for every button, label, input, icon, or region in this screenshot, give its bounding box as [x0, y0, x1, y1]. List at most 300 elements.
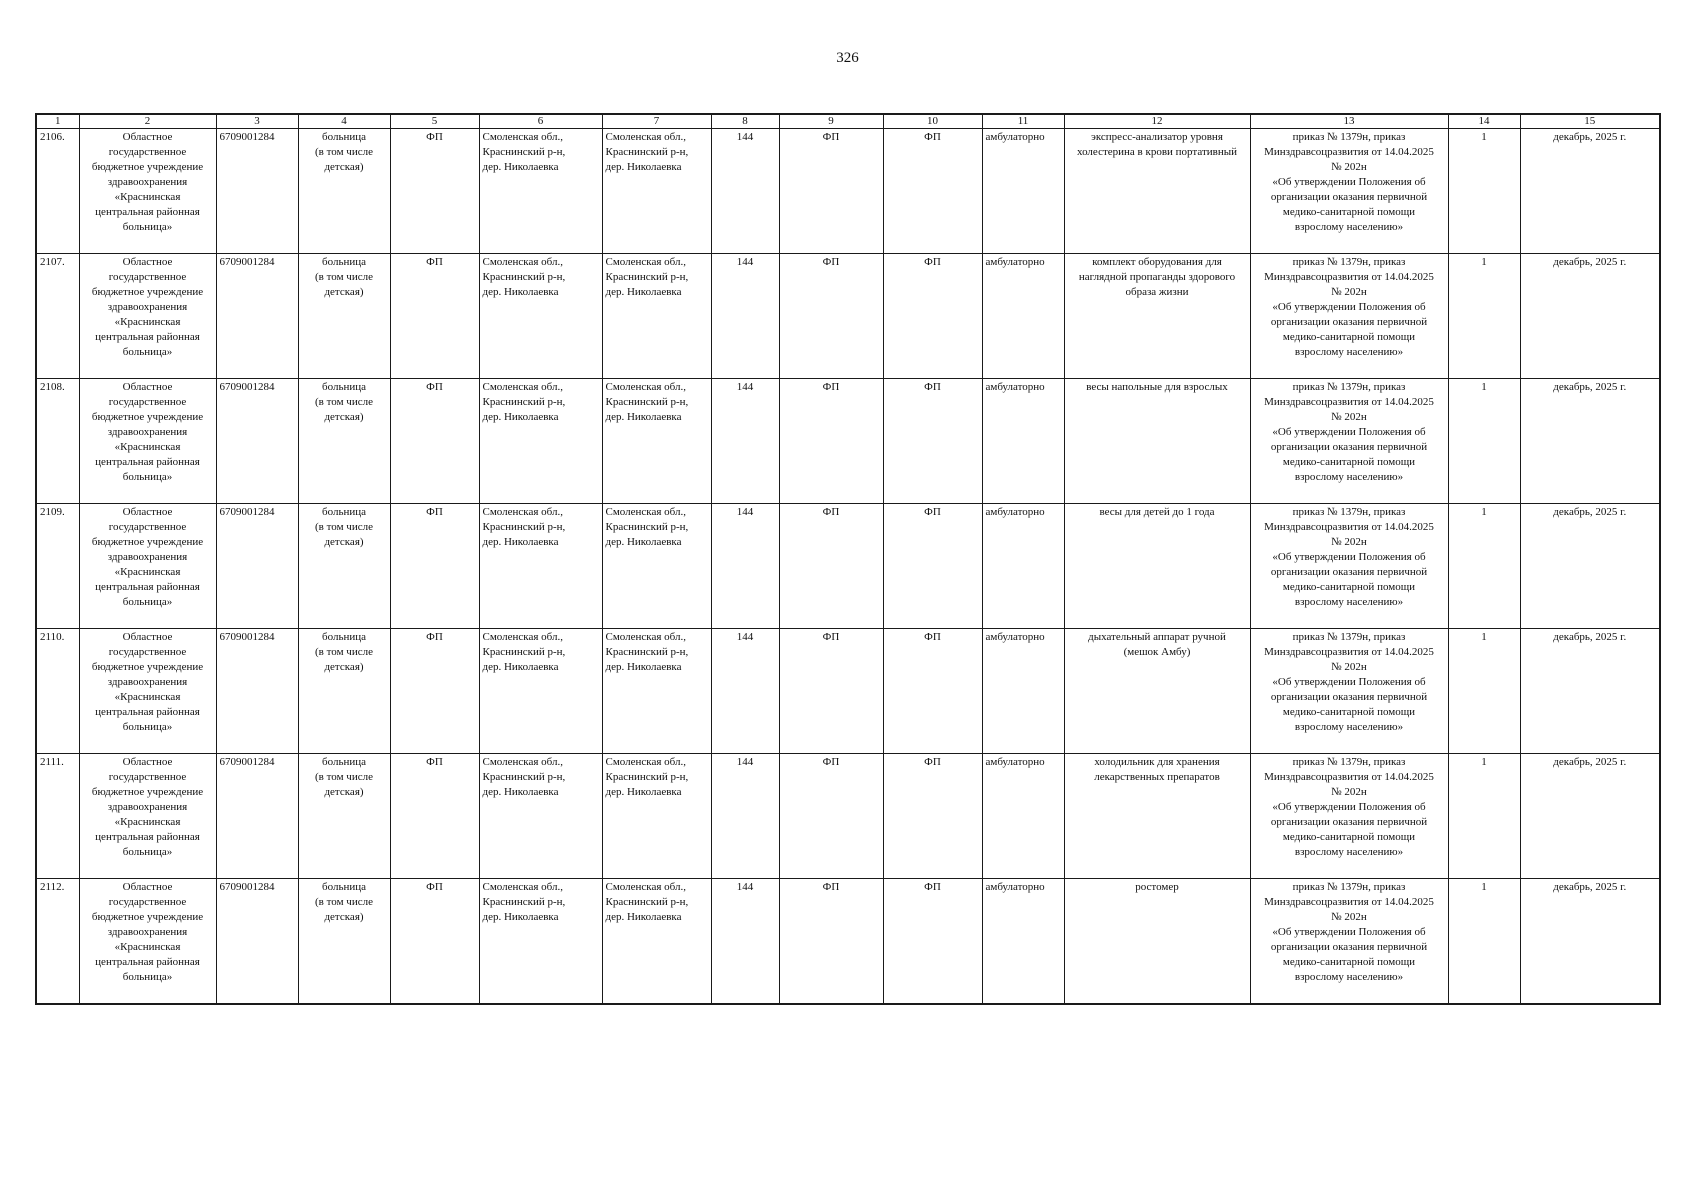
address-cell-line: дер. Николаевка: [482, 536, 559, 548]
regulation-cell: [1250, 754, 1448, 879]
regulation-cell-line: организации оказания первичной: [1270, 566, 1428, 578]
equipment-name-line: дыхательный аппарат ручной: [1088, 631, 1226, 643]
organization-name-line: государственное: [108, 271, 187, 283]
subdivision-cell: ФП: [779, 129, 883, 254]
regulation-cell-line: «Об утверждении Положения об: [1272, 801, 1426, 813]
quantity-cell: 1: [1448, 129, 1520, 254]
facility-type-line: (в том числе: [315, 146, 373, 158]
facility-type-line: больница: [322, 756, 366, 768]
regulation-cell-line: «Об утверждении Положения об: [1272, 926, 1426, 938]
address-cell-line: Краснинский р-н,: [482, 146, 566, 158]
quantity-cell: 1: [1448, 504, 1520, 629]
address-cell-line: дер. Николаевка: [482, 786, 559, 798]
location-cell-line: Смоленская обл.,: [605, 131, 686, 143]
inn-cell: 6709001284: [216, 629, 298, 754]
delivery-date: декабрь, 2025 г.: [1520, 129, 1660, 254]
regulation-cell-line: Минздравсоцразвития от 14.04.2025: [1264, 521, 1434, 533]
column-header-10: 10: [883, 114, 982, 129]
structure-cell: ФП: [883, 379, 982, 504]
column-header-15: 15: [1520, 114, 1660, 129]
unit-cell: ФП: [390, 879, 479, 1004]
location-cell-line: Краснинский р-н,: [605, 271, 689, 283]
facility-type-line: больница: [322, 506, 366, 518]
address-cell: [479, 379, 602, 504]
organization-name-line: «Краснинская: [114, 941, 181, 953]
table-row: [36, 629, 1660, 754]
column-header-7: 7: [602, 114, 711, 129]
address-cell-line: дер. Николаевка: [482, 411, 559, 423]
facility-type-line: детская): [324, 661, 364, 673]
facility-type-line: детская): [324, 911, 364, 923]
table-body: [36, 129, 1660, 1004]
facility-type: [298, 504, 390, 629]
delivery-date: декабрь, 2025 г.: [1520, 504, 1660, 629]
table-row: [36, 254, 1660, 379]
organization-name-line: здравоохранения: [107, 551, 188, 563]
location-cell-line: Краснинский р-н,: [605, 646, 689, 658]
code-cell: 144: [711, 254, 779, 379]
facility-type-line: детская): [324, 411, 364, 423]
address-cell-line: дер. Николаевка: [482, 161, 559, 173]
regulation-cell: [1250, 129, 1448, 254]
organization-name-line: больница»: [122, 846, 173, 858]
organization-name-line: бюджетное учреждение: [91, 911, 204, 923]
equipment-name-line: экспресс-анализатор уровня: [1091, 131, 1223, 143]
unit-cell: ФП: [390, 629, 479, 754]
structure-cell: ФП: [883, 754, 982, 879]
inn-cell: 6709001284: [216, 254, 298, 379]
organization-name: [79, 879, 216, 1004]
equipment-name: [1064, 629, 1250, 754]
equipment-name-line: холодильник для хранения: [1094, 756, 1220, 768]
organization-name-line: здравоохранения: [107, 801, 188, 813]
regulation-cell-line: № 202н: [1331, 661, 1367, 673]
organization-name: [79, 629, 216, 754]
regulation-cell-line: № 202н: [1331, 411, 1367, 423]
organization-name-line: Областное: [122, 756, 173, 768]
facility-type-line: больница: [322, 881, 366, 893]
organization-name-line: «Краснинская: [114, 816, 181, 828]
regulation-cell-line: организации оказания первичной: [1270, 691, 1428, 703]
column-header-12: 12: [1064, 114, 1250, 129]
regulation-cell-line: № 202н: [1331, 161, 1367, 173]
regulation-cell-line: № 202н: [1331, 286, 1367, 298]
regulation-cell-line: взрослому населению»: [1294, 221, 1404, 233]
organization-name-line: бюджетное учреждение: [91, 411, 204, 423]
equipment-name: [1064, 879, 1250, 1004]
organization-name-line: больница»: [122, 221, 173, 233]
regulation-cell-line: приказ № 1379н, приказ: [1292, 756, 1406, 768]
equipment-name: [1064, 754, 1250, 879]
equipment-table: [35, 113, 1661, 1005]
location-cell-line: Смоленская обл.,: [605, 506, 686, 518]
location-cell-line: Смоленская обл.,: [605, 756, 686, 768]
organization-name-line: государственное: [108, 146, 187, 158]
organization-name-line: больница»: [122, 971, 173, 983]
organization-name-line: больница»: [122, 721, 173, 733]
regulation-cell-line: организации оказания первичной: [1270, 941, 1428, 953]
organization-name-line: бюджетное учреждение: [91, 786, 204, 798]
location-cell-line: Краснинский р-н,: [605, 771, 689, 783]
regulation-cell-line: взрослому населению»: [1294, 471, 1404, 483]
subdivision-cell: ФП: [779, 504, 883, 629]
facility-type-line: (в том числе: [315, 896, 373, 908]
address-cell-line: дер. Николаевка: [482, 286, 559, 298]
address-cell-line: Краснинский р-н,: [482, 396, 566, 408]
organization-name-line: «Краснинская: [114, 316, 181, 328]
unit-cell: ФП: [390, 504, 479, 629]
column-header-9: 9: [779, 114, 883, 129]
location-cell-line: дер. Николаевка: [605, 411, 682, 423]
location-cell: [602, 504, 711, 629]
quantity-cell: 1: [1448, 754, 1520, 879]
address-cell-line: Краснинский р-н,: [482, 771, 566, 783]
organization-name-line: центральная районная: [95, 956, 200, 968]
facility-type-line: детская): [324, 286, 364, 298]
equipment-name-line: весы для детей до 1 года: [1099, 506, 1215, 518]
regulation-cell-line: медико-санитарной помощи: [1282, 581, 1416, 593]
regulation-cell-line: организации оказания первичной: [1270, 816, 1428, 828]
equipment-name-line: наглядной пропаганды здорового: [1078, 271, 1236, 283]
address-cell: [479, 629, 602, 754]
organization-name-line: бюджетное учреждение: [91, 161, 204, 173]
location-cell-line: Краснинский р-н,: [605, 896, 689, 908]
code-cell: 144: [711, 129, 779, 254]
facility-type-line: больница: [322, 381, 366, 393]
regulation-cell-line: медико-санитарной помощи: [1282, 456, 1416, 468]
organization-name-line: центральная районная: [95, 581, 200, 593]
address-cell-line: Смоленская обл.,: [482, 881, 563, 893]
regulation-cell-line: Минздравсоцразвития от 14.04.2025: [1264, 146, 1434, 158]
regulation-cell-line: медико-санитарной помощи: [1282, 956, 1416, 968]
equipment-name-line: комплект оборудования для: [1092, 256, 1222, 268]
address-cell-line: Смоленская обл.,: [482, 506, 563, 518]
organization-name-line: Областное: [122, 256, 173, 268]
care-mode-cell: амбулаторно: [982, 504, 1064, 629]
regulation-cell-line: Минздравсоцразвития от 14.04.2025: [1264, 771, 1434, 783]
address-cell: [479, 879, 602, 1004]
address-cell-line: Смоленская обл.,: [482, 756, 563, 768]
facility-type-line: (в том числе: [315, 771, 373, 783]
organization-name-line: бюджетное учреждение: [91, 536, 204, 548]
regulation-cell-line: Минздравсоцразвития от 14.04.2025: [1264, 646, 1434, 658]
organization-name: [79, 129, 216, 254]
address-cell-line: Краснинский р-н,: [482, 521, 566, 533]
unit-cell: ФП: [390, 129, 479, 254]
organization-name-line: Областное: [122, 381, 173, 393]
organization-name-line: центральная районная: [95, 331, 200, 343]
regulation-cell-line: взрослому населению»: [1294, 346, 1404, 358]
regulation-cell-line: приказ № 1379н, приказ: [1292, 256, 1406, 268]
address-cell-line: дер. Николаевка: [482, 911, 559, 923]
organization-name-line: центральная районная: [95, 706, 200, 718]
subdivision-cell: ФП: [779, 629, 883, 754]
structure-cell: ФП: [883, 254, 982, 379]
equipment-name-line: весы напольные для взрослых: [1086, 381, 1228, 393]
organization-name-line: государственное: [108, 771, 187, 783]
location-cell-line: Краснинский р-н,: [605, 521, 689, 533]
quantity-cell: 1: [1448, 629, 1520, 754]
code-cell: 144: [711, 504, 779, 629]
address-cell-line: Смоленская обл.,: [482, 131, 563, 143]
delivery-date: декабрь, 2025 г.: [1520, 879, 1660, 1004]
address-cell-line: Смоленская обл.,: [482, 631, 563, 643]
care-mode-cell: амбулаторно: [982, 129, 1064, 254]
facility-type-line: (в том числе: [315, 271, 373, 283]
regulation-cell-line: организации оказания первичной: [1270, 191, 1428, 203]
regulation-cell-line: взрослому населению»: [1294, 721, 1404, 733]
regulation-cell-line: медико-санитарной помощи: [1282, 706, 1416, 718]
subdivision-cell: ФП: [779, 754, 883, 879]
facility-type: [298, 379, 390, 504]
page-number: 326: [836, 50, 859, 66]
address-cell-line: Краснинский р-н,: [482, 646, 566, 658]
regulation-cell-line: приказ № 1379н, приказ: [1292, 631, 1406, 643]
care-mode-cell: амбулаторно: [982, 879, 1064, 1004]
organization-name-line: «Краснинская: [114, 191, 181, 203]
location-cell: [602, 379, 711, 504]
regulation-cell-line: приказ № 1379н, приказ: [1292, 506, 1406, 518]
equipment-name: [1064, 129, 1250, 254]
inn-cell: 6709001284: [216, 754, 298, 879]
address-cell-line: Смоленская обл.,: [482, 256, 563, 268]
care-mode-cell: амбулаторно: [982, 629, 1064, 754]
organization-name-line: «Краснинская: [114, 691, 181, 703]
address-cell-line: дер. Николаевка: [482, 661, 559, 673]
regulation-cell: [1250, 254, 1448, 379]
facility-type-line: (в том числе: [315, 521, 373, 533]
organization-name-line: Областное: [122, 131, 173, 143]
column-header-4: 4: [298, 114, 390, 129]
regulation-cell-line: «Об утверждении Положения об: [1272, 426, 1426, 438]
facility-type: [298, 129, 390, 254]
table-row: [36, 379, 1660, 504]
inn-cell: 6709001284: [216, 879, 298, 1004]
inn-cell: 6709001284: [216, 504, 298, 629]
equipment-name: [1064, 254, 1250, 379]
quantity-cell: 1: [1448, 379, 1520, 504]
subdivision-cell: ФП: [779, 879, 883, 1004]
regulation-cell-line: взрослому населению»: [1294, 846, 1404, 858]
regulation-cell: [1250, 379, 1448, 504]
location-cell: [602, 129, 711, 254]
table-row: [36, 129, 1660, 254]
organization-name-line: бюджетное учреждение: [91, 286, 204, 298]
column-header-3: 3: [216, 114, 298, 129]
column-header-8: 8: [711, 114, 779, 129]
row-number: 2107.: [36, 254, 79, 379]
equipment-name-line: лекарственных препаратов: [1094, 771, 1220, 783]
delivery-date: декабрь, 2025 г.: [1520, 754, 1660, 879]
organization-name-line: здравоохранения: [107, 676, 188, 688]
regulation-cell-line: Минздравсоцразвития от 14.04.2025: [1264, 271, 1434, 283]
structure-cell: ФП: [883, 629, 982, 754]
facility-type: [298, 879, 390, 1004]
location-cell: [602, 879, 711, 1004]
location-cell-line: дер. Николаевка: [605, 661, 682, 673]
address-cell-line: Смоленская обл.,: [482, 381, 563, 393]
row-number: 2110.: [36, 629, 79, 754]
equipment-name: [1064, 504, 1250, 629]
row-number: 2111.: [36, 754, 79, 879]
facility-type-line: больница: [322, 131, 366, 143]
location-cell: [602, 254, 711, 379]
facility-type: [298, 754, 390, 879]
regulation-cell-line: Минздравсоцразвития от 14.04.2025: [1264, 896, 1434, 908]
regulation-cell: [1250, 879, 1448, 1004]
facility-type-line: детская): [324, 786, 364, 798]
organization-name-line: здравоохранения: [107, 176, 188, 188]
quantity-cell: 1: [1448, 879, 1520, 1004]
regulation-cell-line: приказ № 1379н, приказ: [1292, 381, 1406, 393]
organization-name-line: здравоохранения: [107, 426, 188, 438]
location-cell: [602, 754, 711, 879]
facility-type-line: больница: [322, 256, 366, 268]
organization-name-line: больница»: [122, 471, 173, 483]
organization-name-line: «Краснинская: [114, 566, 181, 578]
facility-type-line: (в том числе: [315, 646, 373, 658]
unit-cell: ФП: [390, 254, 479, 379]
facility-type-line: детская): [324, 161, 364, 173]
inn-cell: 6709001284: [216, 379, 298, 504]
organization-name-line: государственное: [108, 521, 187, 533]
row-number: 2108.: [36, 379, 79, 504]
column-header-6: 6: [479, 114, 602, 129]
code-cell: 144: [711, 629, 779, 754]
organization-name: [79, 379, 216, 504]
address-cell: [479, 254, 602, 379]
table-row: [36, 754, 1660, 879]
delivery-date: декабрь, 2025 г.: [1520, 379, 1660, 504]
column-header-2: 2: [79, 114, 216, 129]
organization-name: [79, 754, 216, 879]
regulation-cell-line: «Об утверждении Положения об: [1272, 551, 1426, 563]
location-cell-line: Смоленская обл.,: [605, 631, 686, 643]
inn-cell: 6709001284: [216, 129, 298, 254]
regulation-cell: [1250, 629, 1448, 754]
location-cell-line: Смоленская обл.,: [605, 881, 686, 893]
equipment-name-line: ростомер: [1135, 881, 1179, 893]
delivery-date: декабрь, 2025 г.: [1520, 629, 1660, 754]
organization-name-line: центральная районная: [95, 456, 200, 468]
regulation-cell-line: приказ № 1379н, приказ: [1292, 131, 1406, 143]
address-cell: [479, 129, 602, 254]
organization-name-line: Областное: [122, 506, 173, 518]
organization-name-line: здравоохранения: [107, 926, 188, 938]
regulation-cell-line: организации оказания первичной: [1270, 316, 1428, 328]
row-number: 2109.: [36, 504, 79, 629]
equipment-name-line: (мешок Амбу): [1123, 646, 1191, 658]
unit-cell: ФП: [390, 754, 479, 879]
location-cell: [602, 629, 711, 754]
subdivision-cell: ФП: [779, 379, 883, 504]
location-cell-line: дер. Николаевка: [605, 786, 682, 798]
table-row: [36, 504, 1660, 629]
organization-name-line: Областное: [122, 631, 173, 643]
location-cell-line: Смоленская обл.,: [605, 256, 686, 268]
organization-name-line: здравоохранения: [107, 301, 188, 313]
organization-name-line: бюджетное учреждение: [91, 661, 204, 673]
location-cell-line: дер. Николаевка: [605, 286, 682, 298]
organization-name-line: центральная районная: [95, 206, 200, 218]
unit-cell: ФП: [390, 379, 479, 504]
organization-name-line: государственное: [108, 396, 187, 408]
regulation-cell-line: № 202н: [1331, 911, 1367, 923]
equipment-name: [1064, 379, 1250, 504]
address-cell: [479, 754, 602, 879]
regulation-cell-line: «Об утверждении Положения об: [1272, 301, 1426, 313]
organization-name-line: «Краснинская: [114, 441, 181, 453]
organization-name-line: больница»: [122, 596, 173, 608]
structure-cell: ФП: [883, 879, 982, 1004]
facility-type-line: больница: [322, 631, 366, 643]
organization-name-line: центральная районная: [95, 831, 200, 843]
equipment-name-line: образа жизни: [1125, 286, 1189, 298]
address-cell-line: Краснинский р-н,: [482, 271, 566, 283]
organization-name: [79, 254, 216, 379]
regulation-cell-line: взрослому населению»: [1294, 596, 1404, 608]
column-header-14: 14: [1448, 114, 1520, 129]
regulation-cell-line: Минздравсоцразвития от 14.04.2025: [1264, 396, 1434, 408]
facility-type: [298, 629, 390, 754]
structure-cell: ФП: [883, 129, 982, 254]
structure-cell: ФП: [883, 504, 982, 629]
location-cell-line: Краснинский р-н,: [605, 146, 689, 158]
organization-name-line: государственное: [108, 646, 187, 658]
address-cell-line: Краснинский р-н,: [482, 896, 566, 908]
facility-type-line: детская): [324, 536, 364, 548]
care-mode-cell: амбулаторно: [982, 379, 1064, 504]
subdivision-cell: ФП: [779, 254, 883, 379]
column-header-11: 11: [982, 114, 1064, 129]
code-cell: 144: [711, 879, 779, 1004]
row-number: 2106.: [36, 129, 79, 254]
location-cell-line: Краснинский р-н,: [605, 396, 689, 408]
location-cell-line: дер. Николаевка: [605, 161, 682, 173]
facility-type-line: (в том числе: [315, 396, 373, 408]
location-cell-line: Смоленская обл.,: [605, 381, 686, 393]
regulation-cell-line: медико-санитарной помощи: [1282, 206, 1416, 218]
equipment-name-line: холестерина в крови портативный: [1076, 146, 1237, 158]
regulation-cell-line: № 202н: [1331, 786, 1367, 798]
location-cell-line: дер. Николаевка: [605, 911, 682, 923]
regulation-cell-line: «Об утверждении Положения об: [1272, 676, 1426, 688]
code-cell: 144: [711, 754, 779, 879]
address-cell: [479, 504, 602, 629]
facility-type: [298, 254, 390, 379]
column-header-13: 13: [1250, 114, 1448, 129]
organization-name-line: государственное: [108, 896, 187, 908]
column-header-5: 5: [390, 114, 479, 129]
header-row: [36, 114, 1660, 129]
care-mode-cell: амбулаторно: [982, 254, 1064, 379]
column-header-1: 1: [36, 114, 79, 129]
regulation-cell-line: «Об утверждении Положения об: [1272, 176, 1426, 188]
regulation-cell: [1250, 504, 1448, 629]
regulation-cell-line: медико-санитарной помощи: [1282, 831, 1416, 843]
regulation-cell-line: организации оказания первичной: [1270, 441, 1428, 453]
organization-name-line: больница»: [122, 346, 173, 358]
row-number: 2112.: [36, 879, 79, 1004]
location-cell-line: дер. Николаевка: [605, 536, 682, 548]
quantity-cell: 1: [1448, 254, 1520, 379]
organization-name-line: Областное: [122, 881, 173, 893]
table-row: [36, 879, 1660, 1004]
regulation-cell-line: № 202н: [1331, 536, 1367, 548]
care-mode-cell: амбулаторно: [982, 754, 1064, 879]
regulation-cell-line: медико-санитарной помощи: [1282, 331, 1416, 343]
regulation-cell-line: взрослому населению»: [1294, 971, 1404, 983]
